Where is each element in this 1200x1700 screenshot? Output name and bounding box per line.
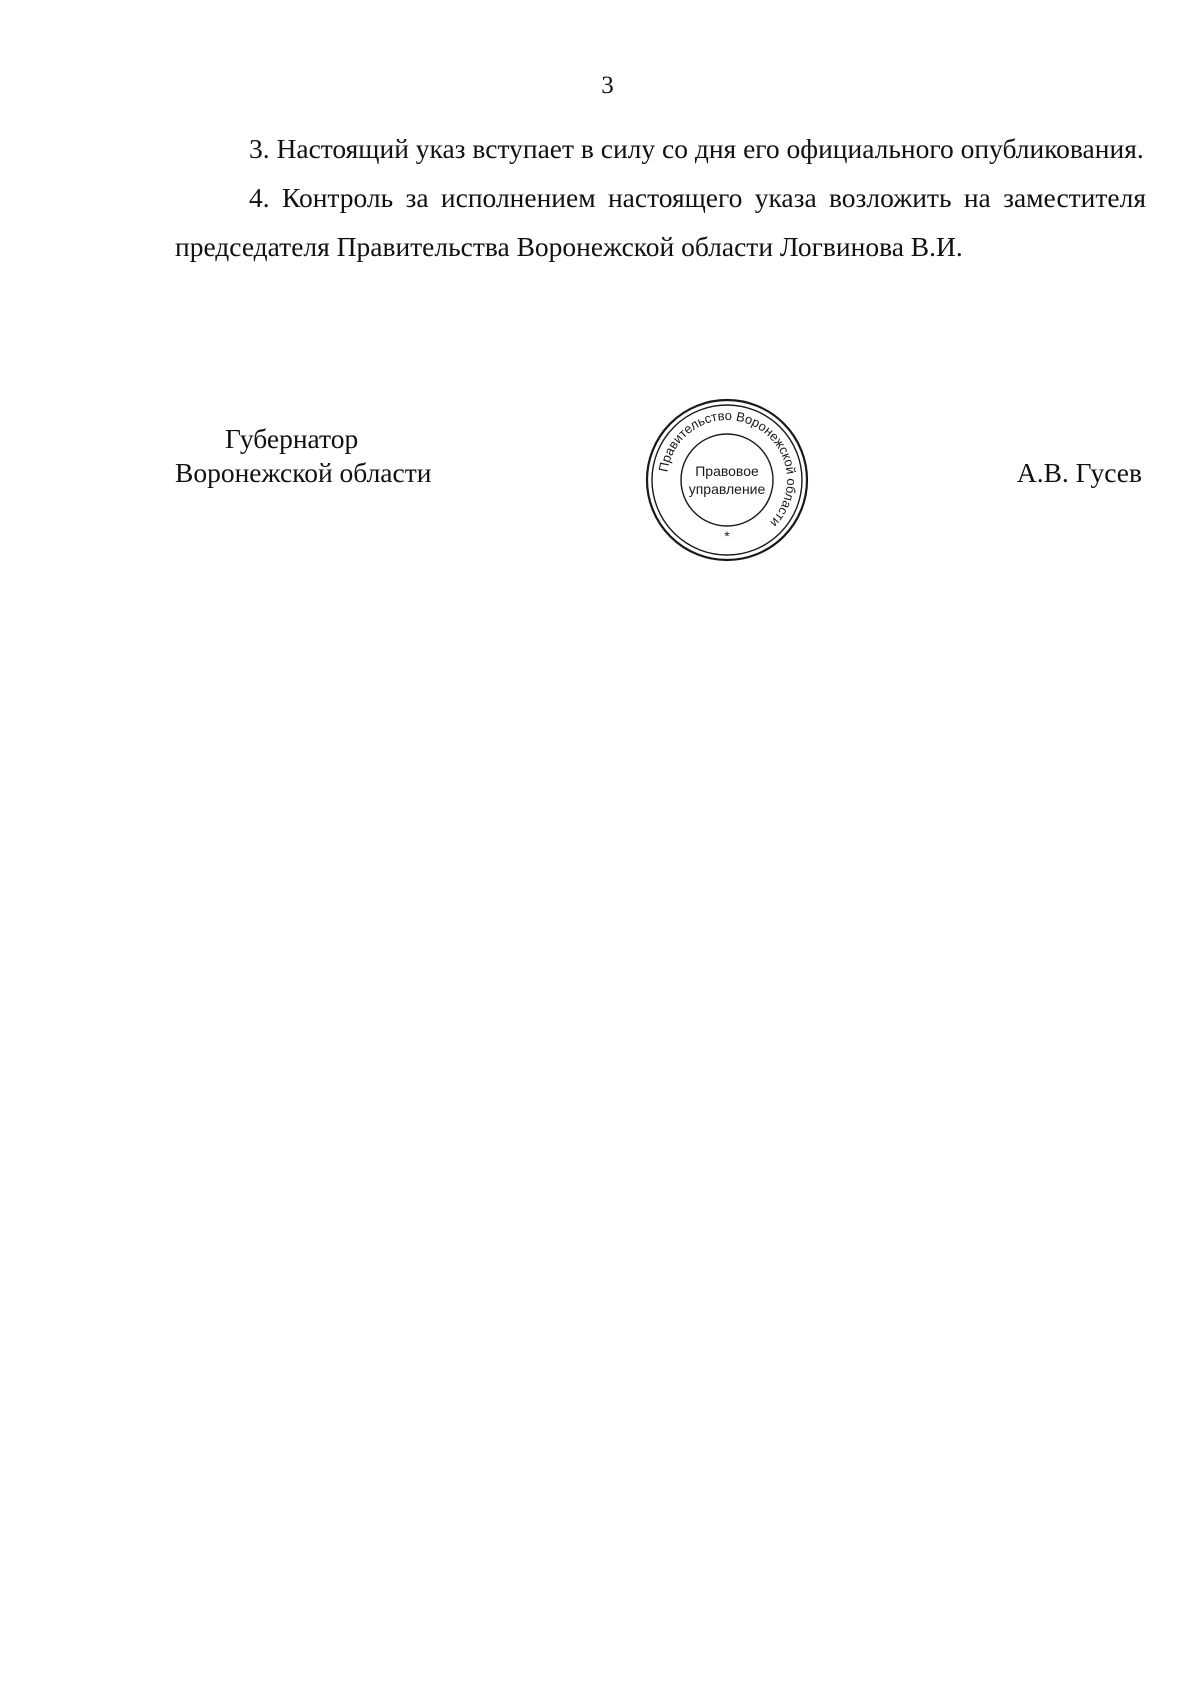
seal-ring-text: Правительство Воронежской области bbox=[655, 407, 800, 531]
official-seal bbox=[642, 395, 812, 565]
paragraph-4: 4. Контроль за исполнением настоящего указа возложить на заместителя председателя Правительства Воронежской области Логвинова В.И. bbox=[175, 182, 1146, 262]
seal-center-line2: управление bbox=[688, 481, 766, 497]
seal-center-line1: Правовое bbox=[695, 463, 759, 479]
signatory-region: Воронежской области bbox=[175, 457, 432, 488]
seal-star: * bbox=[724, 528, 730, 544]
page-number: 3 bbox=[601, 72, 614, 99]
paragraph-3: 3. Настоящий указ вступает в силу со дня его официального опубликования. bbox=[249, 133, 1144, 164]
signatory-position: Губернатор bbox=[225, 423, 359, 454]
signatory-name: А.В. Гусев bbox=[1016, 457, 1142, 488]
document-body bbox=[175, 124, 1146, 271]
seal-graphic bbox=[642, 395, 812, 565]
signatory-title bbox=[175, 422, 431, 490]
